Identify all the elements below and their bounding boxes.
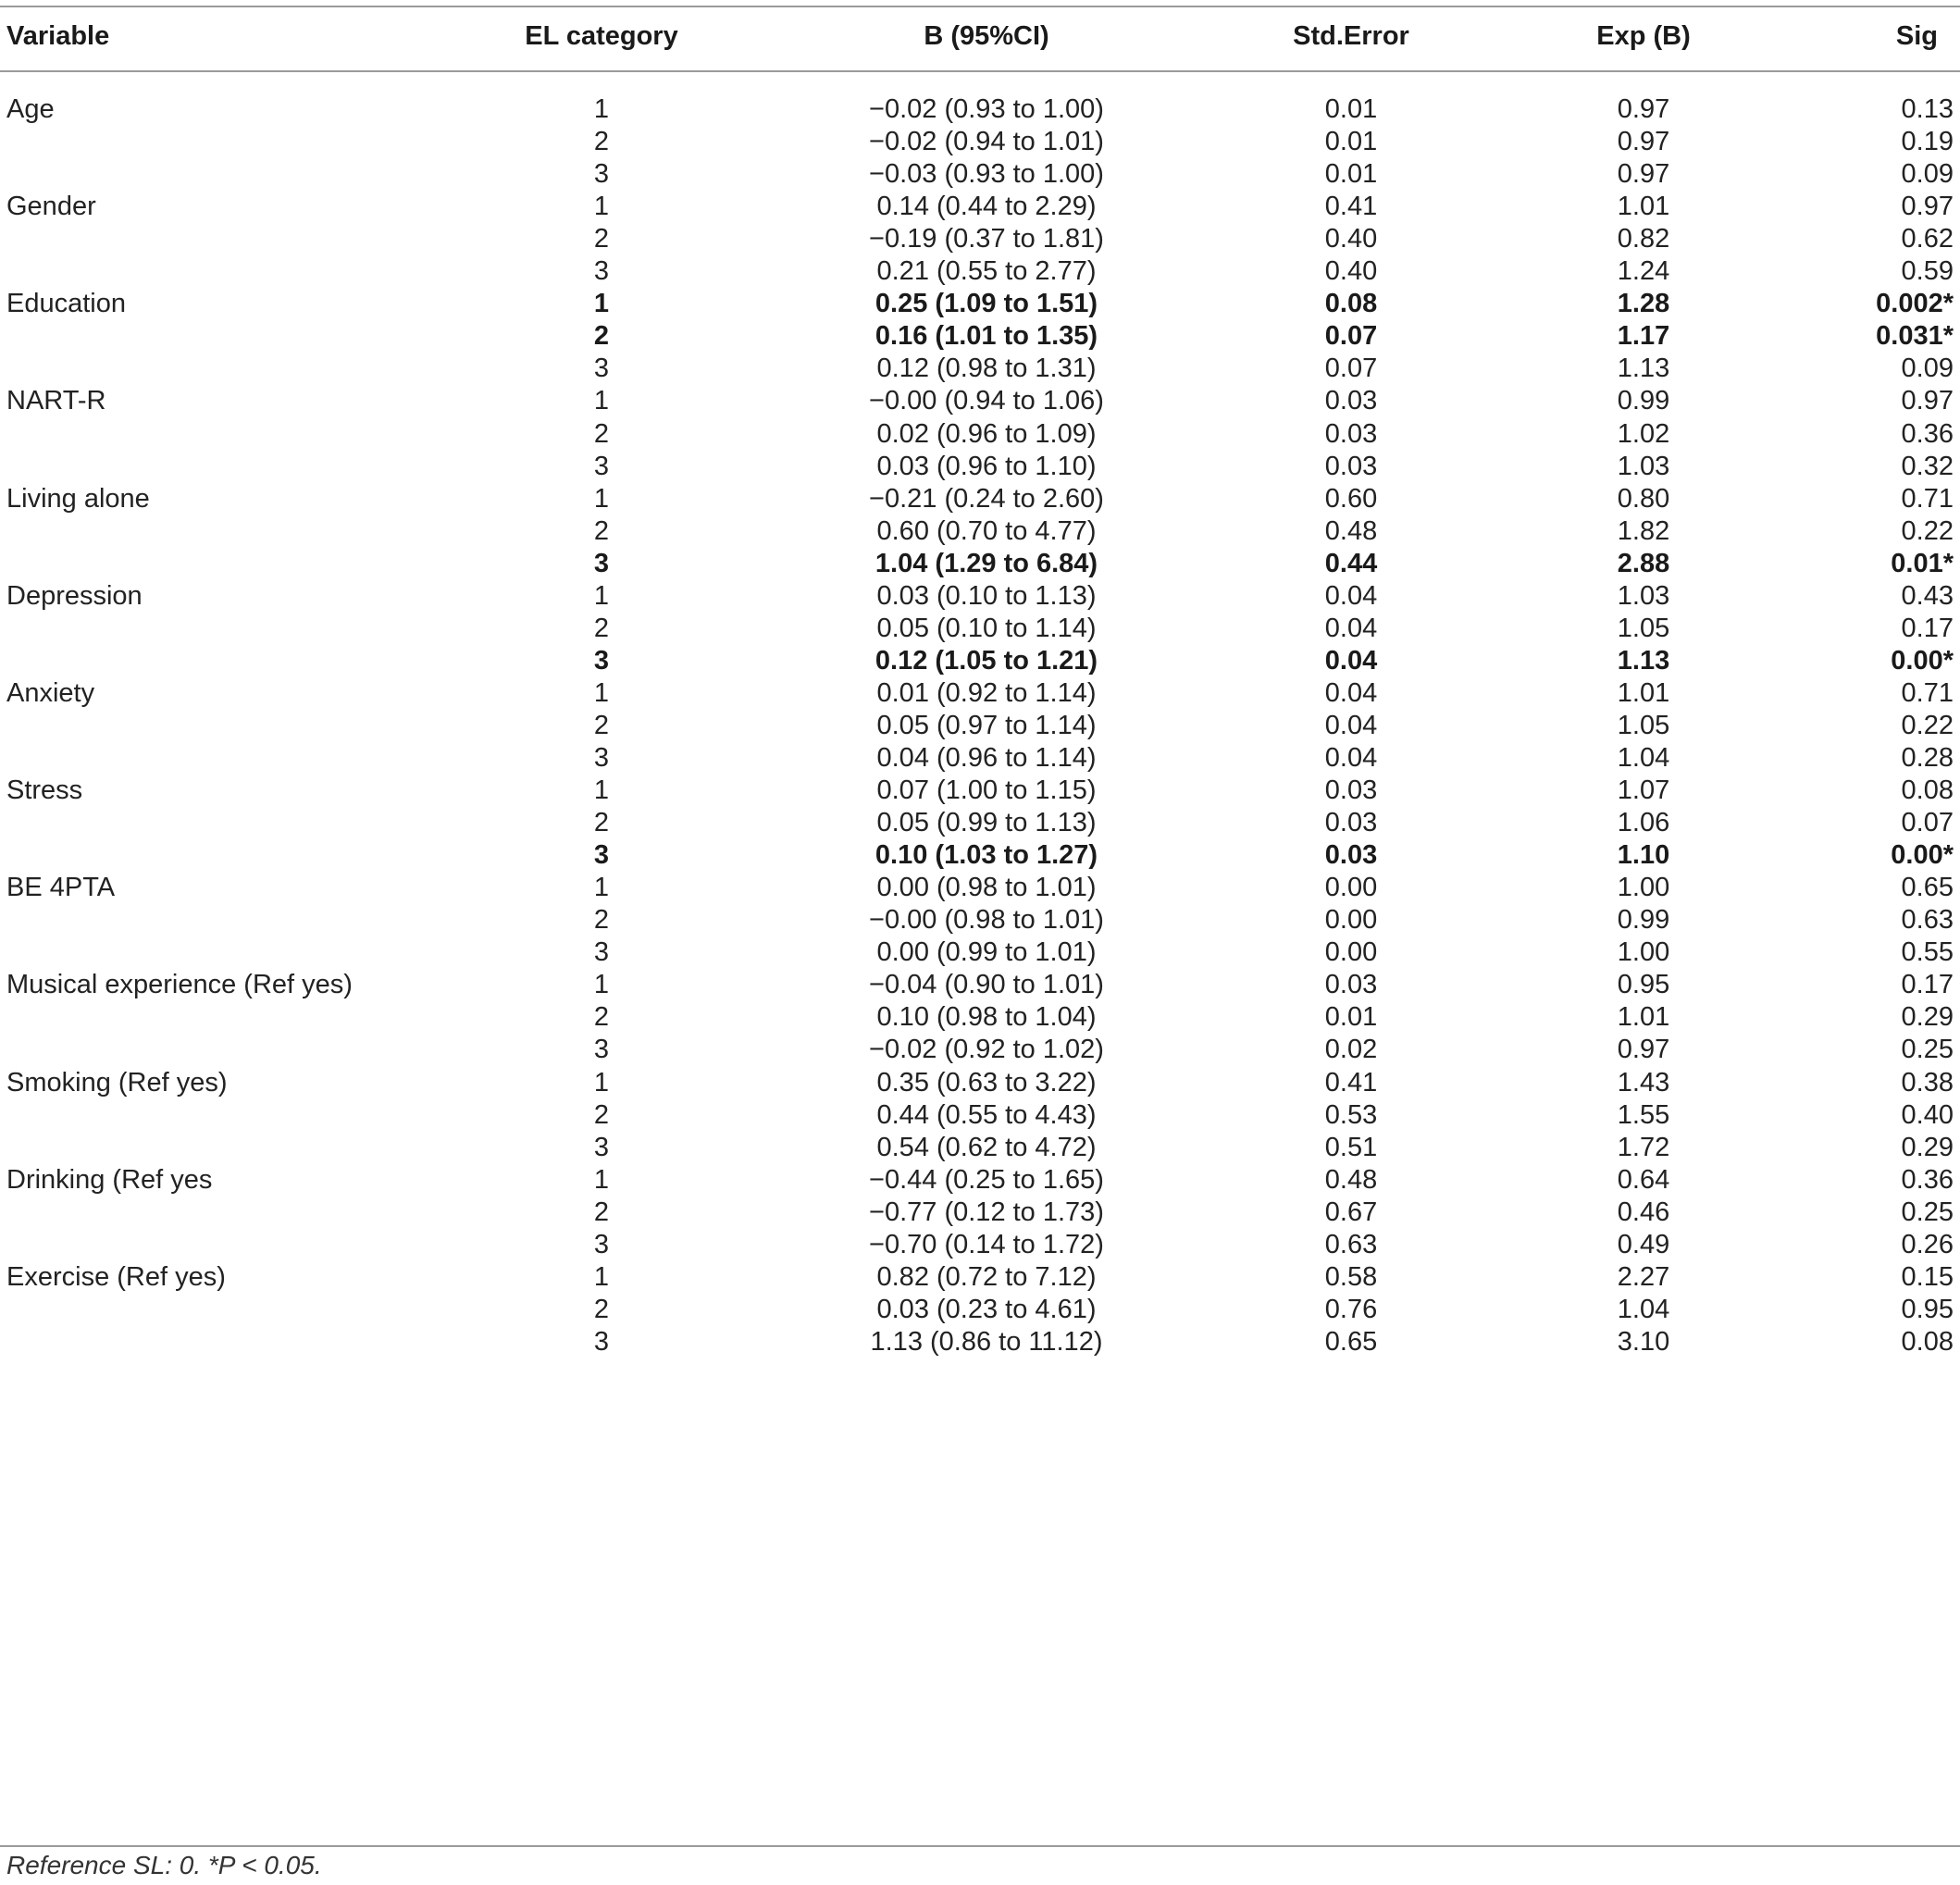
cell-std-error: 0.01 xyxy=(1324,1002,1378,1032)
table-row xyxy=(0,1321,1960,1364)
cell-exp-b: 1.72 xyxy=(1617,1133,1670,1162)
cell-el-category: 3 xyxy=(593,1035,610,1064)
cell-b-ci: −0.03 (0.93 to 1.00) xyxy=(869,159,1104,189)
cell-std-error: 0.58 xyxy=(1324,1262,1378,1292)
cell-variable: Anxiety xyxy=(6,678,95,708)
cell-exp-b: 0.97 xyxy=(1617,1035,1670,1064)
cell-sig: 0.00* xyxy=(1891,840,1954,870)
cell-exp-b: 1.06 xyxy=(1617,808,1670,837)
cell-sig: 0.29 xyxy=(1901,1133,1954,1162)
cell-el-category: 3 xyxy=(593,646,610,676)
cell-std-error: 0.48 xyxy=(1324,516,1378,546)
cell-el-category: 1 xyxy=(593,1165,610,1195)
cell-exp-b: 0.82 xyxy=(1617,224,1670,254)
cell-b-ci: 0.14 (0.44 to 2.29) xyxy=(876,192,1097,221)
cell-sig: 0.62 xyxy=(1901,224,1954,254)
cell-variable: Musical experience (Ref yes) xyxy=(6,970,353,999)
cell-b-ci: 1.13 (0.86 to 11.12) xyxy=(870,1327,1103,1357)
cell-std-error: 0.01 xyxy=(1324,159,1378,189)
cell-el-category: 2 xyxy=(593,1002,610,1032)
cell-exp-b: 0.97 xyxy=(1617,94,1670,124)
cell-el-category: 1 xyxy=(593,94,610,124)
cell-el-category: 3 xyxy=(593,256,610,286)
cell-b-ci: 0.44 (0.55 to 4.43) xyxy=(876,1100,1097,1130)
cell-exp-b: 1.05 xyxy=(1617,711,1670,740)
cell-sig: 0.43 xyxy=(1901,581,1954,611)
cell-sig: 0.63 xyxy=(1901,905,1954,935)
cell-b-ci: 0.05 (0.97 to 1.14) xyxy=(876,711,1097,740)
cell-el-category: 3 xyxy=(593,1133,610,1162)
cell-std-error: 0.67 xyxy=(1324,1197,1378,1227)
cell-std-error: 0.04 xyxy=(1324,678,1378,708)
cell-exp-b: 1.01 xyxy=(1617,192,1670,221)
cell-el-category: 1 xyxy=(593,1262,610,1292)
cell-el-category: 3 xyxy=(593,159,610,189)
cell-b-ci: 0.10 (0.98 to 1.04) xyxy=(876,1002,1097,1032)
cell-std-error: 0.41 xyxy=(1324,192,1378,221)
cell-b-ci: −0.04 (0.90 to 1.01) xyxy=(869,970,1104,999)
cell-b-ci: 0.02 (0.96 to 1.09) xyxy=(876,419,1097,449)
cell-sig: 0.59 xyxy=(1901,256,1954,286)
cell-exp-b: 1.05 xyxy=(1617,614,1670,643)
cell-std-error: 0.03 xyxy=(1324,840,1378,870)
cell-sig: 0.97 xyxy=(1901,192,1954,221)
cell-variable: Age xyxy=(6,94,55,124)
cell-b-ci: 0.12 (1.05 to 1.21) xyxy=(875,646,1098,676)
cell-b-ci: 0.60 (0.70 to 4.77) xyxy=(876,516,1097,546)
cell-el-category: 2 xyxy=(593,711,610,740)
cell-variable: NART-R xyxy=(6,386,106,415)
cell-el-category: 2 xyxy=(593,1100,610,1130)
cell-exp-b: 1.13 xyxy=(1617,353,1670,383)
cell-el-category: 1 xyxy=(593,970,610,999)
cell-std-error: 0.03 xyxy=(1324,970,1378,999)
cell-std-error: 0.03 xyxy=(1324,419,1378,449)
cell-el-category: 2 xyxy=(593,127,610,156)
cell-exp-b: 1.00 xyxy=(1617,873,1670,902)
cell-b-ci: 0.03 (0.10 to 1.13) xyxy=(876,581,1097,611)
cell-exp-b: 1.00 xyxy=(1617,937,1670,967)
cell-sig: 0.031* xyxy=(1876,321,1954,351)
cell-sig: 0.38 xyxy=(1901,1068,1954,1098)
cell-std-error: 0.40 xyxy=(1324,256,1378,286)
header-exp-b: Exp (B) xyxy=(1596,21,1691,51)
cell-b-ci: 0.00 (0.98 to 1.01) xyxy=(876,873,1097,902)
cell-sig: 0.01* xyxy=(1891,549,1954,578)
cell-b-ci: 0.00 (0.99 to 1.01) xyxy=(876,937,1097,967)
cell-exp-b: 1.03 xyxy=(1617,581,1670,611)
cell-sig: 0.002* xyxy=(1876,289,1954,318)
cell-sig: 0.25 xyxy=(1901,1035,1954,1064)
cell-el-category: 2 xyxy=(593,321,610,351)
cell-el-category: 3 xyxy=(593,1230,610,1259)
cell-sig: 0.97 xyxy=(1901,386,1954,415)
cell-sig: 0.09 xyxy=(1901,353,1954,383)
cell-sig: 0.13 xyxy=(1901,94,1954,124)
cell-b-ci: 0.05 (0.10 to 1.14) xyxy=(876,614,1097,643)
cell-std-error: 0.40 xyxy=(1324,224,1378,254)
cell-b-ci: 0.03 (0.96 to 1.10) xyxy=(876,452,1097,481)
header-el-category: EL category xyxy=(525,21,678,51)
cell-std-error: 0.04 xyxy=(1324,743,1378,773)
cell-b-ci: 1.04 (1.29 to 6.84) xyxy=(875,549,1098,578)
cell-exp-b: 2.27 xyxy=(1617,1262,1670,1292)
cell-b-ci: 0.05 (0.99 to 1.13) xyxy=(876,808,1097,837)
cell-std-error: 0.04 xyxy=(1324,614,1378,643)
header-sig: Sig xyxy=(1895,21,1938,51)
cell-exp-b: 0.99 xyxy=(1617,905,1670,935)
cell-std-error: 0.07 xyxy=(1324,353,1378,383)
cell-std-error: 0.76 xyxy=(1324,1295,1378,1324)
cell-std-error: 0.44 xyxy=(1324,549,1378,578)
cell-el-category: 1 xyxy=(593,581,610,611)
cell-std-error: 0.03 xyxy=(1324,452,1378,481)
cell-el-category: 2 xyxy=(593,614,610,643)
cell-el-category: 3 xyxy=(593,743,610,773)
cell-std-error: 0.03 xyxy=(1324,775,1378,805)
cell-exp-b: 1.04 xyxy=(1617,1295,1670,1324)
cell-b-ci: −0.00 (0.98 to 1.01) xyxy=(869,905,1104,935)
cell-b-ci: 0.16 (1.01 to 1.35) xyxy=(875,321,1098,351)
cell-el-category: 3 xyxy=(593,1327,610,1357)
cell-b-ci: −0.70 (0.14 to 1.72) xyxy=(869,1230,1104,1259)
cell-std-error: 0.53 xyxy=(1324,1100,1378,1130)
cell-variable: Gender xyxy=(6,192,96,221)
cell-exp-b: 1.07 xyxy=(1617,775,1670,805)
cell-exp-b: 0.46 xyxy=(1617,1197,1670,1227)
cell-exp-b: 2.88 xyxy=(1617,549,1670,578)
header-std-error: Std.Error xyxy=(1293,21,1409,51)
cell-b-ci: 0.82 (0.72 to 7.12) xyxy=(876,1262,1097,1292)
cell-std-error: 0.65 xyxy=(1324,1327,1378,1357)
cell-exp-b: 0.95 xyxy=(1617,970,1670,999)
cell-el-category: 2 xyxy=(593,808,610,837)
cell-b-ci: 0.07 (1.00 to 1.15) xyxy=(876,775,1097,805)
cell-exp-b: 1.82 xyxy=(1617,516,1670,546)
top-rule xyxy=(0,6,1960,7)
cell-variable: Smoking (Ref yes) xyxy=(6,1068,228,1098)
cell-el-category: 1 xyxy=(593,775,610,805)
cell-sig: 0.25 xyxy=(1901,1197,1954,1227)
cell-el-category: 3 xyxy=(593,452,610,481)
cell-exp-b: 1.10 xyxy=(1617,840,1670,870)
cell-std-error: 0.01 xyxy=(1324,127,1378,156)
cell-sig: 0.15 xyxy=(1901,1262,1954,1292)
cell-std-error: 0.00 xyxy=(1324,937,1378,967)
cell-sig: 0.17 xyxy=(1901,614,1954,643)
cell-el-category: 1 xyxy=(593,192,610,221)
cell-std-error: 0.00 xyxy=(1324,873,1378,902)
cell-std-error: 0.51 xyxy=(1324,1133,1378,1162)
cell-sig: 0.00* xyxy=(1891,646,1954,676)
cell-exp-b: 1.04 xyxy=(1617,743,1670,773)
table-footnote: Reference SL: 0. *P < 0.05. xyxy=(6,1851,322,1879)
cell-std-error: 0.03 xyxy=(1324,808,1378,837)
cell-b-ci: 0.35 (0.63 to 3.22) xyxy=(876,1068,1097,1098)
cell-el-category: 3 xyxy=(593,840,610,870)
cell-std-error: 0.04 xyxy=(1324,711,1378,740)
cell-b-ci: 0.03 (0.23 to 4.61) xyxy=(876,1295,1097,1324)
cell-sig: 0.17 xyxy=(1901,970,1954,999)
cell-sig: 0.65 xyxy=(1901,873,1954,902)
cell-b-ci: 0.21 (0.55 to 2.77) xyxy=(876,256,1097,286)
cell-std-error: 0.04 xyxy=(1324,581,1378,611)
cell-exp-b: 0.99 xyxy=(1617,386,1670,415)
cell-b-ci: −0.77 (0.12 to 1.73) xyxy=(869,1197,1104,1227)
cell-sig: 0.40 xyxy=(1901,1100,1954,1130)
cell-std-error: 0.07 xyxy=(1324,321,1378,351)
cell-sig: 0.08 xyxy=(1901,1327,1954,1357)
cell-sig: 0.95 xyxy=(1901,1295,1954,1324)
cell-variable: Living alone xyxy=(6,484,150,514)
cell-el-category: 1 xyxy=(593,386,610,415)
cell-sig: 0.22 xyxy=(1901,516,1954,546)
cell-exp-b: 1.17 xyxy=(1617,321,1670,351)
cell-exp-b: 1.03 xyxy=(1617,452,1670,481)
cell-exp-b: 0.80 xyxy=(1617,484,1670,514)
cell-b-ci: 0.10 (1.03 to 1.27) xyxy=(875,840,1098,870)
cell-b-ci: −0.21 (0.24 to 2.60) xyxy=(869,484,1104,514)
cell-variable: Stress xyxy=(6,775,83,805)
cell-exp-b: 0.64 xyxy=(1617,1165,1670,1195)
cell-el-category: 1 xyxy=(593,678,610,708)
cell-sig: 0.71 xyxy=(1901,678,1954,708)
cell-sig: 0.22 xyxy=(1901,711,1954,740)
cell-exp-b: 1.01 xyxy=(1617,1002,1670,1032)
cell-exp-b: 1.02 xyxy=(1617,419,1670,449)
cell-std-error: 0.08 xyxy=(1324,289,1378,318)
cell-variable: Education xyxy=(6,289,126,318)
cell-exp-b: 0.97 xyxy=(1617,127,1670,156)
cell-el-category: 1 xyxy=(593,873,610,902)
cell-b-ci: −0.02 (0.94 to 1.01) xyxy=(869,127,1104,156)
cell-el-category: 2 xyxy=(593,224,610,254)
cell-sig: 0.71 xyxy=(1901,484,1954,514)
cell-b-ci: 0.54 (0.62 to 4.72) xyxy=(876,1133,1097,1162)
cell-b-ci: −0.44 (0.25 to 1.65) xyxy=(869,1165,1104,1195)
cell-b-ci: −0.00 (0.94 to 1.06) xyxy=(869,386,1104,415)
cell-std-error: 0.00 xyxy=(1324,905,1378,935)
cell-b-ci: 0.12 (0.98 to 1.31) xyxy=(876,353,1097,383)
cell-sig: 0.32 xyxy=(1901,452,1954,481)
cell-variable: Drinking (Ref yes xyxy=(6,1165,213,1195)
cell-sig: 0.55 xyxy=(1901,937,1954,967)
cell-std-error: 0.48 xyxy=(1324,1165,1378,1195)
cell-el-category: 2 xyxy=(593,1197,610,1227)
cell-exp-b: 1.28 xyxy=(1617,289,1670,318)
cell-b-ci: 0.25 (1.09 to 1.51) xyxy=(875,289,1098,318)
cell-exp-b: 1.43 xyxy=(1617,1068,1670,1098)
cell-el-category: 3 xyxy=(593,937,610,967)
header-b-ci: B (95%CI) xyxy=(924,21,1049,51)
cell-sig: 0.36 xyxy=(1901,419,1954,449)
cell-el-category: 2 xyxy=(593,516,610,546)
cell-el-category: 1 xyxy=(593,1068,610,1098)
cell-exp-b: 1.13 xyxy=(1617,646,1670,676)
cell-b-ci: −0.19 (0.37 to 1.81) xyxy=(869,224,1104,254)
cell-exp-b: 1.01 xyxy=(1617,678,1670,708)
cell-b-ci: 0.01 (0.92 to 1.14) xyxy=(876,678,1097,708)
cell-el-category: 2 xyxy=(593,419,610,449)
header-rule xyxy=(0,70,1960,72)
cell-exp-b: 1.24 xyxy=(1617,256,1670,286)
cell-std-error: 0.02 xyxy=(1324,1035,1378,1064)
cell-sig: 0.07 xyxy=(1901,808,1954,837)
cell-sig: 0.09 xyxy=(1901,159,1954,189)
cell-variable: Exercise (Ref yes) xyxy=(6,1262,226,1292)
cell-exp-b: 0.49 xyxy=(1617,1230,1670,1259)
cell-b-ci: −0.02 (0.93 to 1.00) xyxy=(869,94,1104,124)
table-header xyxy=(0,15,1960,58)
cell-el-category: 3 xyxy=(593,549,610,578)
cell-std-error: 0.60 xyxy=(1324,484,1378,514)
cell-el-category: 3 xyxy=(593,353,610,383)
cell-std-error: 0.63 xyxy=(1324,1230,1378,1259)
cell-el-category: 1 xyxy=(593,484,610,514)
cell-sig: 0.28 xyxy=(1901,743,1954,773)
cell-el-category: 2 xyxy=(593,1295,610,1324)
cell-sig: 0.19 xyxy=(1901,127,1954,156)
cell-el-category: 2 xyxy=(593,905,610,935)
cell-b-ci: 0.04 (0.96 to 1.14) xyxy=(876,743,1097,773)
cell-sig: 0.29 xyxy=(1901,1002,1954,1032)
cell-variable: BE 4PTA xyxy=(6,873,116,902)
cell-exp-b: 3.10 xyxy=(1617,1327,1670,1357)
cell-sig: 0.26 xyxy=(1901,1230,1954,1259)
cell-variable: Depression xyxy=(6,581,143,611)
header-variable: Variable xyxy=(6,21,110,51)
cell-exp-b: 0.97 xyxy=(1617,159,1670,189)
cell-exp-b: 1.55 xyxy=(1617,1100,1670,1130)
cell-std-error: 0.01 xyxy=(1324,94,1378,124)
cell-std-error: 0.03 xyxy=(1324,386,1378,415)
cell-sig: 0.36 xyxy=(1901,1165,1954,1195)
cell-el-category: 1 xyxy=(593,289,610,318)
cell-sig: 0.08 xyxy=(1901,775,1954,805)
cell-b-ci: −0.02 (0.92 to 1.02) xyxy=(869,1035,1104,1064)
bottom-rule xyxy=(0,1845,1960,1847)
cell-std-error: 0.04 xyxy=(1324,646,1378,676)
cell-std-error: 0.41 xyxy=(1324,1068,1378,1098)
